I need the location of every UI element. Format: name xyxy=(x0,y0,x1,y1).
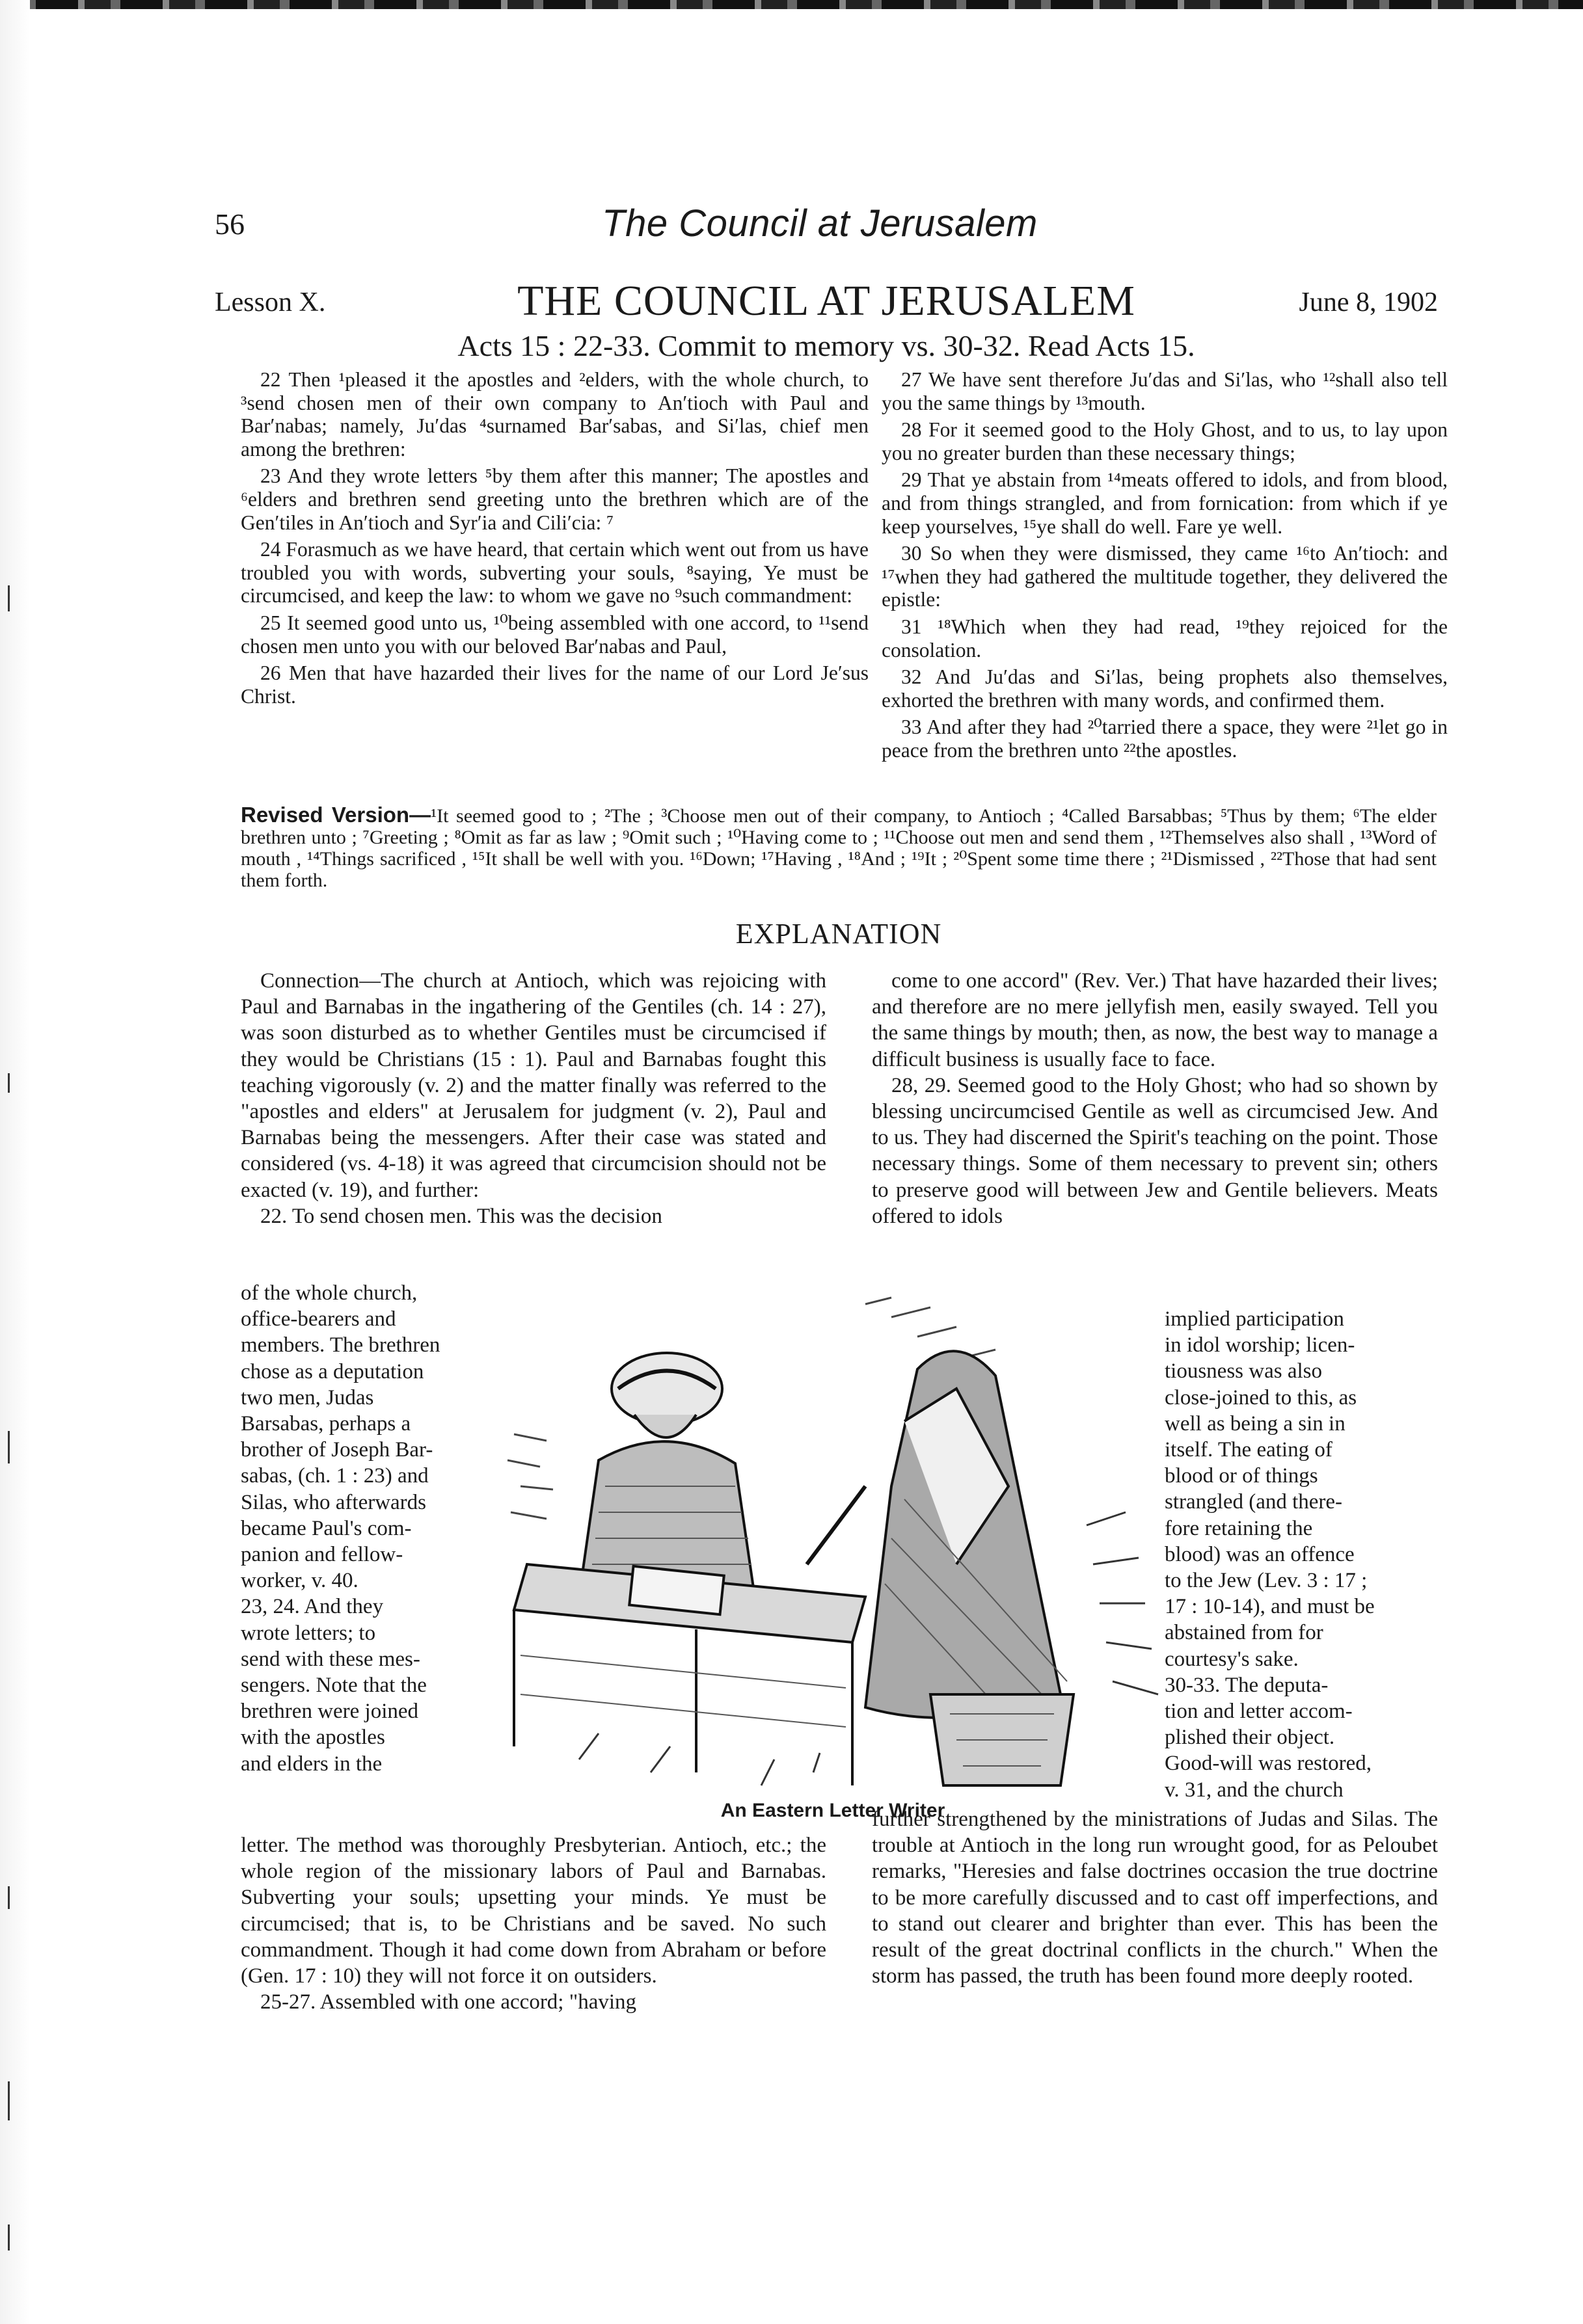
verse-30: 30 So when they were dismissed, they came ¹⁶to An′tioch: and ¹⁷when they had gathered the multitude together, they delivered the epistle: xyxy=(882,542,1448,611)
text-line: became Paul's com- xyxy=(241,1516,412,1540)
verse-25: 25 It seemed good unto us, ¹⁰being assembled with one accord, to ¹¹send chosen men unto you with our beloved Bar′nabas and Paul, xyxy=(241,611,869,658)
explanation-left-top xyxy=(241,968,826,1229)
text-line: chose as a deputation xyxy=(241,1359,424,1383)
text-line: office-bearers and xyxy=(241,1307,396,1331)
text-line: courtesy's sake. xyxy=(1165,1647,1299,1671)
explanation-v23-24-cont: letter. The method was thoroughly Presbyterian. Antioch, etc.; the whole region of the missionary labors of Paul and Barnabas. Subverting your souls; upsetting your minds. Ye must be circumcised; that is, to be Christians and be saved. No such commandment. Though it had come down from Abraham or before (Gen. 17 : 10) they will not force it on outsiders. xyxy=(241,1834,826,1988)
revised-version-text: ¹It seemed good to ; ²The ; ³Choose men out of their company, to Antioch ; ⁴Called Barsabbas; ⁵Thus by them; ⁶The elder brethren unto ; ⁷Greeting ; ⁸Omit as far as law ; ⁹Omit such ; ¹⁰Having come to ; ¹¹Choose out men and send them , ¹²Themselves also shall , ¹³Word of mouth , ¹⁴Things sacrificed , ¹⁵It shall be well with you. ¹⁶Down; ¹⁷Having , ¹⁸And ; ¹⁹It ; ²⁰Spent some time there ; ²¹Dismissed , ²²Those that had sent them forth. xyxy=(241,805,1437,891)
verse-31: 31 ¹⁸Which when they had read, ¹⁹they rejoiced for the consolation. xyxy=(882,615,1448,661)
revised-version-label: Revised Version— xyxy=(241,803,431,827)
explanation-v22-start: 22. To send chosen men. This was the decision xyxy=(260,1204,662,1228)
writing-desk xyxy=(514,1564,865,1785)
page-number: 56 xyxy=(215,207,245,241)
verse-33: 33 And after they had ²⁰tarried there a space, they were ²¹let go in peace from the brethren unto ²²the apostles. xyxy=(882,715,1448,762)
text-line: brethren were joined xyxy=(241,1700,419,1724)
text-line: wrote letters; to xyxy=(241,1621,376,1645)
verse-24: 24 Forasmuch as we have heard, that certain which went out from us have troubled you with words, subverting your souls, ⁸saying, Ye must be circumcised, and keep the law: to whom we gave no ⁹such commandment: xyxy=(241,538,869,608)
verse-32: 32 And Ju′das and Si′las, being prophets also themselves, exhorted the brethren with many words, and confirmed them. xyxy=(882,665,1448,712)
explanation-right-narrow xyxy=(1165,1306,1438,1803)
text-line: 23, 24. And they xyxy=(241,1595,384,1619)
explanation-left-bottom xyxy=(241,1832,826,2015)
lesson-header xyxy=(215,276,1438,328)
text-line: of the whole church, xyxy=(241,1281,418,1305)
small-stool xyxy=(930,1694,1074,1785)
running-head xyxy=(215,202,1425,247)
text-line: in idol worship; licen- xyxy=(1165,1333,1355,1357)
text-line: members. The brethren xyxy=(241,1333,440,1357)
verse-22: 22 Then ¹pleased it the apostles and ²elders, with the whole church, to ³send chosen men of their own company to An′tioch with Paul and Bar′nabas; namely, Ju′das ⁴surnamed Bar′sabas, and Si′las, chief men among the brethren: xyxy=(241,368,869,461)
explanation-heading: EXPLANATION xyxy=(735,918,942,950)
text-line: sabas, (ch. 1 : 23) and xyxy=(241,1464,429,1488)
verse-29: 29 That ye abstain from ¹⁴meats offered to idols, and from blood, and from things strangled, and from fornication: from which if ye keep yourselves, ¹⁵ye shall do well. Fare ye well. xyxy=(882,468,1448,538)
lesson-label: Lesson X. xyxy=(215,287,326,317)
explanation-v30-33-cont: further strengthened by the ministrations of Judas and Silas. The trouble at Antioch in the long run wrought good, for as Peloubet remarks, "Heresies and false doctrines occasion the true doctrine to be more carefully discussed and to cast off imperfections, and to stand out clearer and brighter than ever. This has been the result of the great doctrinal conflicts in the church." When the storm has passed, the truth has been found more deeply rooted. xyxy=(872,1808,1438,1988)
text-line: tion and letter accom- xyxy=(1165,1700,1353,1724)
text-line: Silas, who afterwards xyxy=(241,1490,427,1514)
scripture-reference: Acts 15 : 22-33. Commit to memory vs. 30-32. Read Acts 15. xyxy=(457,329,1195,362)
verse-26: 26 Men that have hazarded their lives for the name of our Lord Je′sus Christ. xyxy=(241,661,869,708)
text-line: strangled (and there- xyxy=(1165,1490,1343,1514)
verse-27: 27 We have sent therefore Ju′das and Si′las, who ¹²shall also tell you the same things by ¹³mouth. xyxy=(882,368,1448,414)
explanation-connection: Connection—The church at Antioch, which was rejoicing with Paul and Barnabas in the ingathering of the Gentiles (ch. 14 : 27), was soon disturbed as to whether Gentiles must be circumcised if they would be Christians (15 : 1). Paul and Barnabas fought this teaching vigorously (v. 2) and the matter finally was referred to the "apostles and elders" at Jerusalem for judgment (v. 2), Paul and Barnabas being the messengers. After their case was stated and considered (vs. 4-18) it was agreed that circumcision should not be exacted (v. 19), and further: xyxy=(241,969,826,1202)
text-line: plished their object. xyxy=(1165,1726,1335,1750)
text-line: itself. The eating of xyxy=(1165,1438,1333,1462)
explanation-v28-29: 28, 29. Seemed good to the Holy Ghost; who had so shown by blessing uncircumcised Gentile as well as circumcised Jew. And to us. They had discerned the Spirit's teaching on the point. Those necessary things. Some of them necessary to prevent sin; others to preserve good will between Jew and Gentile believers. Meats offered to idols xyxy=(872,1073,1438,1228)
explanation-right-bottom xyxy=(872,1806,1438,1989)
text-line: 17 : 10-14), and must be xyxy=(1165,1595,1375,1619)
text-line: with the apostles xyxy=(241,1726,385,1750)
revised-version-notes xyxy=(241,804,1437,891)
explanation-right-top xyxy=(872,968,1438,1229)
text-line: Good-will was restored, xyxy=(1165,1752,1372,1776)
scan-edge-left xyxy=(0,0,30,2324)
text-line: and elders in the xyxy=(241,1752,383,1776)
running-title: The Council at Jerusalem xyxy=(602,202,1038,245)
lesson-date: June 8, 1902 xyxy=(1299,287,1438,317)
text-line: sengers. Note that the xyxy=(241,1674,427,1698)
text-line: panion and fellow- xyxy=(241,1543,403,1567)
eastern-letter-writer-illustration xyxy=(501,1291,1165,1798)
scan-edge-top xyxy=(0,0,1583,9)
text-line: well as being a sin in xyxy=(1165,1411,1346,1436)
text-line: brother of Joseph Bar- xyxy=(241,1438,433,1462)
verse-23: 23 And they wrote letters ⁵by them after this manner; The apostles and ⁶elders and brethren send greeting unto the brethren which are of the Gen′tiles in An′tioch and Syr′ia and Cili′cia: ⁷ xyxy=(241,464,869,534)
text-line: send with these mes- xyxy=(241,1647,420,1671)
text-line: blood) was an offence xyxy=(1165,1542,1355,1566)
text-line: worker, v. 40. xyxy=(241,1569,359,1593)
explanation-v25-cont: come to one accord" (Rev. Ver.) That have hazarded their lives; and therefore are no mere jellyfish men, easily swayed. Tell you the same things by mouth; then, as now, the best way to manage a difficult business is usually face to face. xyxy=(872,969,1438,1071)
scripture-text-right xyxy=(869,368,1448,762)
text-line: 30-33. The deputa- xyxy=(1165,1673,1329,1697)
explanation-left-narrow xyxy=(241,1280,494,1777)
text-line: tiousness was also xyxy=(1165,1359,1322,1383)
text-line: fore retaining the xyxy=(1165,1516,1313,1540)
text-line: abstained from for xyxy=(1165,1621,1323,1645)
text-line: v. 31, and the church xyxy=(1165,1778,1344,1802)
text-line: two men, Judas xyxy=(241,1385,374,1409)
text-line: Barsabas, perhaps a xyxy=(241,1412,411,1436)
text-line: blood or of things xyxy=(1165,1464,1318,1488)
scripture-text-left xyxy=(241,368,869,708)
explanation-v25-27: 25-27. Assembled with one accord; "having xyxy=(260,1990,637,2014)
visitor-figure xyxy=(807,1351,1067,1733)
text-line: close-joined to this, as xyxy=(1165,1385,1357,1409)
text-line: implied participation xyxy=(1165,1307,1344,1331)
text-line: to the Jew (Lev. 3 : 17 ; xyxy=(1165,1569,1368,1593)
verse-28: 28 For it seemed good to the Holy Ghost, and to us, to lay upon you no greater burden than these necessary things; xyxy=(882,418,1448,464)
lesson-title: THE COUNCIL AT JERUSALEM xyxy=(517,277,1135,325)
illustration-caption: An Eastern Letter Writer xyxy=(720,1800,945,1821)
